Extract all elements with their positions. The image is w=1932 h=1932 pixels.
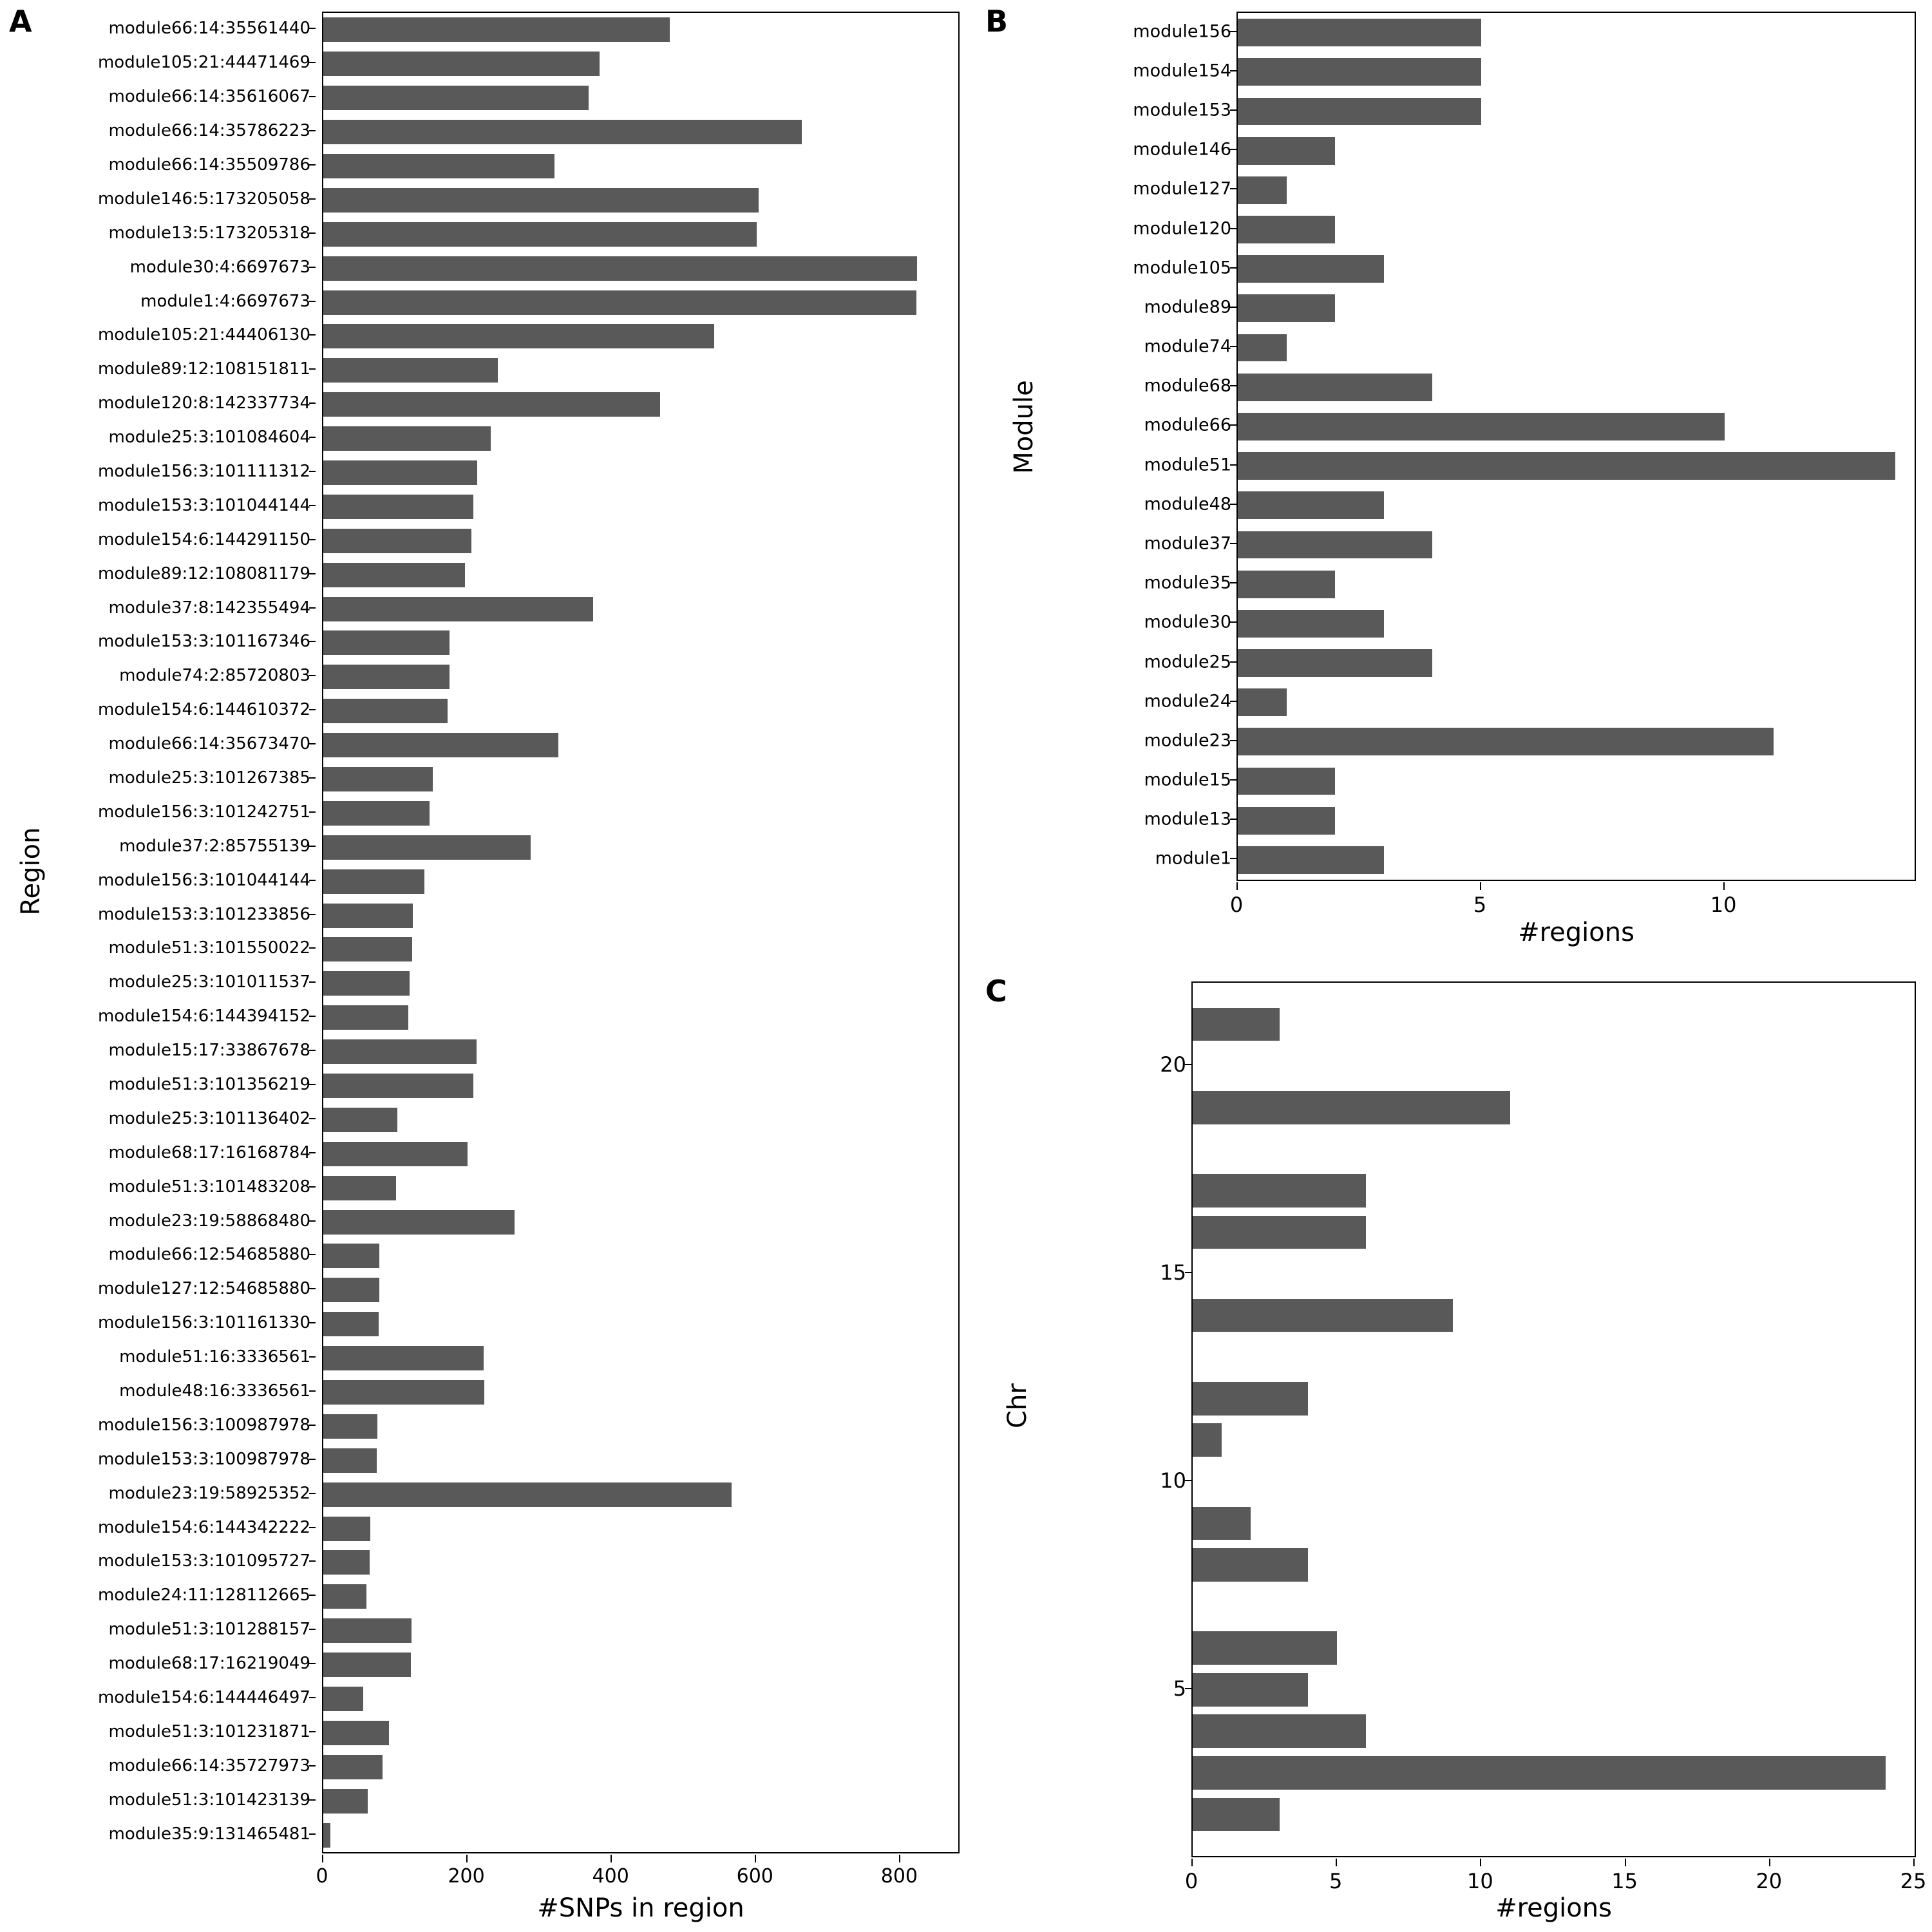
bar [1193,1299,1453,1332]
xtick-label: 400 [592,1865,629,1888]
xtick-mark [899,1855,900,1862]
bar [323,1721,389,1745]
ytick-label: module156 [1133,21,1231,42]
bar [323,1380,484,1405]
bar [1238,176,1287,204]
ytick-label: module1:4:6697673 [140,291,310,311]
ytick-label: module48 [1144,494,1231,515]
ytick-label: module68:17:16168784 [108,1142,310,1162]
xtick-label: 0 [1229,893,1244,917]
panel-b-ylabel: Module [1009,380,1039,474]
bar [323,256,917,281]
ytick-label: module154:6:144394152 [97,1007,310,1027]
bar [323,324,714,348]
ytick-label: module120:8:142337734 [97,393,310,413]
xtick-label: 10 [1467,1869,1493,1893]
ytick-label: module51:3:101483208 [108,1177,310,1197]
bar [1238,531,1432,559]
bar [323,597,593,621]
bar [1193,1174,1366,1208]
ytick-label: module120 [1133,218,1231,238]
ytick-label: module15 [1144,770,1231,790]
bar [323,1517,370,1541]
ytick-label: module66:14:35616067 [108,87,310,107]
bar [1238,728,1774,755]
bar [323,1618,412,1643]
ytick-label: module68:17:16219049 [108,1654,310,1674]
bar [323,1755,383,1779]
ytick-label: module153:3:101233856 [97,904,310,924]
bar [1238,688,1287,716]
ytick-label: module1 [1155,848,1231,869]
bar [1193,1382,1308,1416]
ytick-label: module74:2:85720803 [119,666,310,686]
xtick-mark [322,1855,323,1862]
bar [323,971,410,996]
xtick-label: 200 [448,1865,485,1888]
ytick-label: module51:16:3336561 [119,1347,310,1367]
ytick-label: module25:3:101084604 [108,428,310,448]
bar [1238,610,1384,638]
bar [1193,1756,1886,1790]
ytick-label: 15 [1160,1260,1186,1285]
xtick-mark [1769,1859,1770,1866]
bar [1193,1673,1308,1707]
bar [323,529,471,553]
xtick-label: 0 [316,1865,328,1888]
bar [1238,846,1384,874]
ytick-label: module68 [1144,375,1231,396]
panel-c-ylabel: Chr [1003,1383,1032,1428]
bar [1193,1507,1251,1540]
ytick-label: module13:5:173205318 [108,223,310,243]
bar [323,869,424,894]
bar [323,1108,397,1132]
panel-b-bars [1238,13,1915,880]
panel-a-ytick-labels [39,12,316,1853]
xtick-label: 600 [736,1865,773,1888]
bar [323,86,589,110]
ytick-label: module156:3:101111312 [97,462,310,481]
panel-a-letter: A [9,4,32,39]
bar [323,1039,477,1064]
bar [323,222,757,247]
bar [323,392,660,417]
panel-c [979,966,1932,1932]
bar [323,1414,377,1439]
ytick-label: module15:17:33867678 [108,1041,310,1061]
ytick-label: module25:3:101136402 [108,1108,310,1128]
ytick-label: module154 [1133,61,1231,81]
xtick-mark [1480,1859,1481,1866]
xtick-mark [466,1855,468,1862]
ytick-label: module156:3:101242751 [97,802,310,822]
ytick-label: module156:3:100987978 [97,1415,310,1435]
ytick-label: 20 [1160,1052,1186,1077]
bar [1238,294,1335,322]
bar [323,904,413,928]
panel-a-ylabel: Region [16,827,46,916]
ytick-label: module66:14:35509786 [108,155,310,175]
bar [323,1346,484,1370]
ytick-label: module74 [1144,336,1231,357]
bar [1238,491,1384,519]
bar [1238,768,1335,795]
bar [323,1550,370,1575]
bar [323,1176,396,1200]
bar [323,1210,515,1235]
bar [323,1312,379,1336]
bar [323,460,477,485]
panel-b [979,0,1932,960]
ytick-label: module66:14:35561440 [108,19,310,39]
bar [323,801,430,826]
ytick-label: 10 [1160,1468,1186,1493]
bar [1193,1798,1280,1832]
bar [323,937,412,961]
xtick-mark [1913,1859,1915,1866]
ytick-label: module37:8:142355494 [108,598,310,618]
ytick-label: module153 [1133,100,1231,120]
ytick-label: module146 [1133,139,1231,160]
bar [323,835,531,860]
bar [323,1687,363,1711]
xtick-mark [1625,1859,1626,1866]
panel-c-ytick-labels [1108,981,1191,1857]
ytick-label: module154:6:144610372 [97,700,310,720]
bar [1238,216,1335,243]
bar [1238,58,1481,86]
ytick-label: module30:4:6697673 [129,257,310,277]
ytick-label: module51:3:101550022 [108,938,310,958]
xtick-mark [1191,1859,1193,1866]
ytick-label: module24:11:128112665 [97,1586,310,1605]
bar [323,188,759,213]
ytick-label: module154:6:144291150 [97,529,310,549]
ytick-label: module51:3:101356219 [108,1075,310,1094]
bar [323,1244,379,1268]
xtick-mark [1336,1859,1337,1866]
ytick-label: module37 [1144,533,1231,554]
ytick-label: module89:12:108151811 [97,359,310,379]
ytick-label: module156:3:101044144 [97,870,310,890]
ytick-label: module153:3:101167346 [97,632,310,652]
bar [1238,413,1725,440]
bar [323,495,473,519]
ytick-label: module24 [1144,691,1231,712]
ytick-label: module51 [1144,455,1231,475]
bar [1238,19,1481,46]
panel-c-xaxis [1184,1859,1927,1897]
bar [1193,1548,1308,1582]
ytick-label: module66 [1144,415,1231,435]
ytick-label: module51:3:101423139 [108,1790,310,1810]
bar [323,358,498,383]
ytick-label: module23:19:58868480 [108,1211,310,1231]
xtick-label: 20 [1756,1869,1783,1893]
xtick-label: 0 [1184,1869,1198,1893]
ytick-label: module66:14:35727973 [108,1756,310,1776]
ytick-label: module51:3:101288157 [108,1620,310,1640]
panel-c-xlabel: #regions [1495,1893,1612,1923]
ytick-label: module25:3:101011537 [108,972,310,992]
panel-b-letter: B [985,4,1009,39]
ytick-label: module23 [1144,730,1231,751]
xtick-mark [1236,882,1238,890]
ytick-label: module35 [1144,573,1231,593]
bar [323,1142,468,1166]
bar [1193,1091,1510,1124]
xtick-label: 5 [1473,893,1487,917]
panel-c-bars [1193,983,1915,1856]
ytick-label: module66:12:54685880 [108,1245,310,1265]
ytick-label: module48:16:3336561 [119,1381,310,1401]
bar [323,1448,377,1473]
ytick-label: module89 [1144,297,1231,317]
bar [323,426,491,451]
bar [1238,807,1335,835]
xtick-label: 15 [1611,1869,1638,1893]
ytick-label: module30 [1144,612,1231,632]
bar [1238,334,1287,362]
ytick-label: 5 [1173,1676,1186,1701]
xtick-label: 25 [1900,1869,1927,1893]
panel-a-bars [323,13,958,1852]
bar [323,665,450,689]
bar [1193,1423,1222,1457]
ytick-label: module89:12:108081179 [97,564,310,583]
panel-c-letter: C [985,974,1007,1009]
ytick-label: module153:3:101095727 [97,1551,310,1571]
bar [323,290,916,315]
xtick-mark [1480,882,1481,890]
bar [323,52,600,76]
ytick-label: module127:12:54685880 [97,1279,310,1299]
ytick-label: module35:9:131465481 [108,1824,310,1844]
xtick-mark [755,1855,756,1862]
ytick-label: module37:2:85755139 [119,836,310,856]
panel-b-xaxis [1229,882,1916,921]
bar [323,733,558,757]
bar [323,1789,368,1814]
bar [1238,649,1432,677]
xtick-label: 5 [1329,1869,1343,1893]
xtick-label: 10 [1710,893,1737,917]
bar [323,630,450,655]
ytick-label: module51:3:101231871 [108,1721,310,1741]
panel-b-xlabel: #regions [1518,918,1634,947]
bar [1193,1008,1280,1041]
ytick-label: module105:21:44406130 [97,325,310,345]
bar [1193,1216,1366,1249]
xtick-mark [1723,882,1725,890]
ytick-label: module154:6:144342222 [97,1517,310,1537]
ytick-label: module127 [1133,178,1231,199]
ytick-label: module153:3:101044144 [97,495,310,515]
bar [323,1584,366,1609]
bar [1238,255,1384,283]
bar [1238,374,1432,401]
bar [1238,98,1481,126]
ytick-label: module105 [1133,258,1231,278]
ytick-label: module154:6:144446497 [97,1688,310,1707]
bar [1238,137,1335,165]
ytick-label: module66:14:35673470 [108,734,310,754]
panel-a-xlabel: #SNPs in region [537,1893,744,1923]
ytick-label: module23:19:58925352 [108,1483,310,1503]
bar [323,154,554,178]
bar [323,1074,473,1098]
xtick-mark [611,1855,612,1862]
bar [323,17,670,42]
ytick-label: module146:5:173205058 [97,189,310,209]
bar [1193,1714,1366,1748]
bar [323,1005,408,1030]
bar [323,120,802,144]
bar [323,1278,379,1302]
bar [323,767,433,791]
bar [323,1823,330,1848]
ytick-label: module13 [1144,809,1231,829]
ytick-label: module105:21:44471469 [97,53,310,73]
bar [323,563,465,587]
bar [323,1482,732,1507]
ytick-label: module156:3:101161330 [97,1313,310,1333]
ytick-label: module25 [1144,652,1231,672]
bar [1238,571,1335,598]
panel-b-ytick-labels [1050,12,1236,881]
bar [323,1653,411,1677]
xtick-label: 800 [880,1865,918,1888]
ytick-label: module25:3:101267385 [108,768,310,788]
bar [1193,1631,1337,1665]
ytick-label: module153:3:100987978 [97,1449,310,1469]
bar [1238,452,1895,480]
bar [323,699,448,723]
ytick-label: module66:14:35786223 [108,121,310,141]
